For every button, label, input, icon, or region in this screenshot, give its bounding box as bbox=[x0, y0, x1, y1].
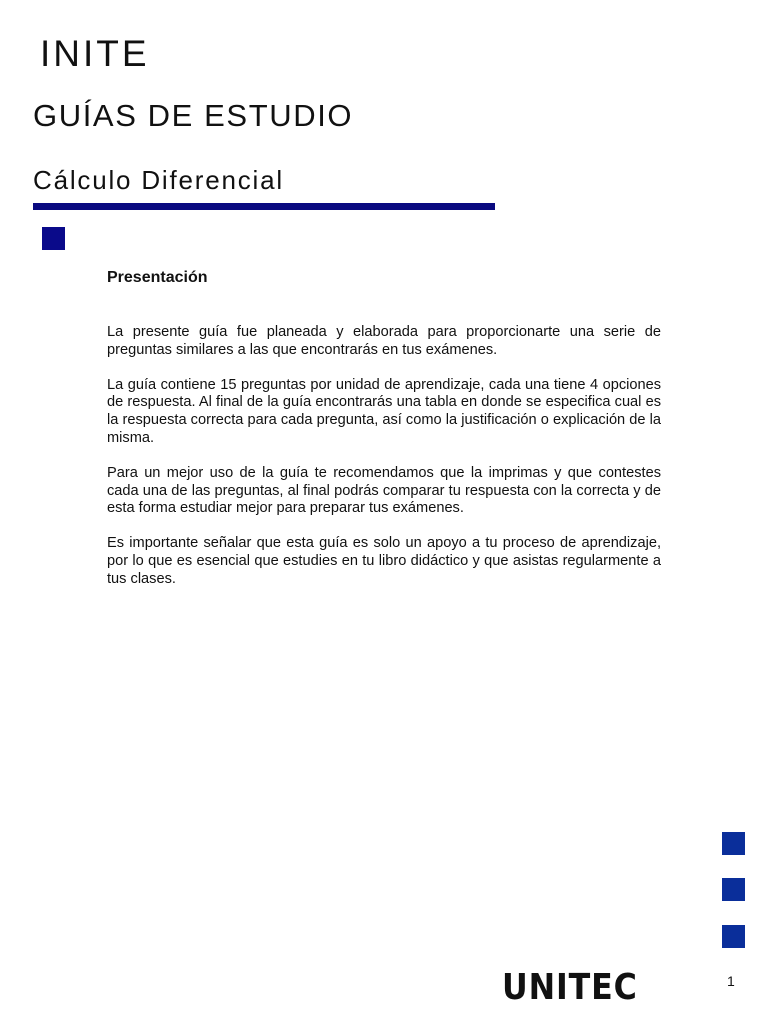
header-rule bbox=[33, 203, 495, 210]
paragraph-2: La guía contiene 15 preguntas por unidad de aprendizaje, cada una tiene 4 opciones de respuesta. Al final de la guía encontrarás una tabla en donde se especifica cual es la respuesta correcta para cada pregunta, así como la justificación o explicación de la misma. bbox=[107, 376, 661, 446]
section-title: Presentación bbox=[107, 269, 208, 286]
unitec-logo: UNITEC bbox=[502, 967, 638, 1008]
decorative-square bbox=[722, 878, 745, 901]
paragraph-1: La presente guía fue planeada y elaborada para proporcionarte una serie de preguntas similares a las que encontrarás en tus exámenes. bbox=[107, 324, 661, 358]
decorative-square bbox=[722, 832, 745, 855]
decorative-square bbox=[42, 227, 65, 250]
subject-title: Cálculo Diferencial bbox=[33, 165, 284, 195]
series-title: GUÍAS DE ESTUDIO bbox=[33, 98, 354, 133]
presentation-section bbox=[107, 268, 661, 606]
decorative-square bbox=[722, 925, 745, 948]
organization-name: INITE bbox=[40, 33, 150, 74]
paragraph-4: Es importante señalar que esta guía es solo un apoyo a tu proceso de aprendizaje, por lo que es esencial que estudies en tu libro didáctico y que asistas regularmente a tus clases. bbox=[107, 535, 661, 587]
paragraph-3: Para un mejor uso de la guía te recomendamos que la imprimas y que contestes cada una de las preguntas, al final podrás comparar tu respuesta con la correcta y de esta forma estudiar mejor para preparar tus exámenes. bbox=[107, 464, 661, 517]
page-number: 1 bbox=[727, 973, 735, 989]
